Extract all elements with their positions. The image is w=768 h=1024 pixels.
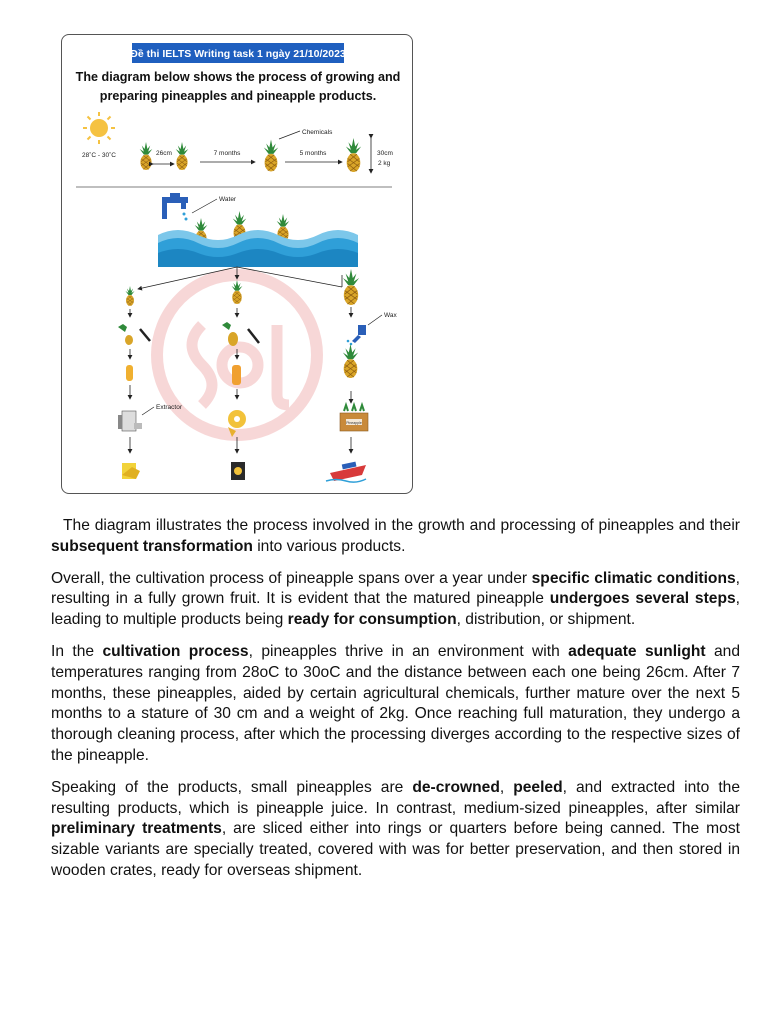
pineapple-icon	[264, 140, 278, 172]
pineapple-icon	[176, 142, 189, 170]
bold-phrase: undergoes several steps	[549, 590, 736, 608]
bold-phrase: peeled	[513, 778, 563, 796]
crate-label: Pineapple	[346, 421, 362, 425]
juice-icon	[122, 463, 140, 479]
text-run: , and extracted into the resulting products, which is pineapple juice. In contrast, medium-sized pineapples, after similar	[51, 778, 741, 817]
bold-phrase: adequate sunlight	[568, 642, 706, 660]
text-run: Speaking of the products, small pineapples are	[51, 778, 413, 796]
essay-paragraph-cultivation	[51, 642, 740, 767]
temperature-label: 28˚C - 30˚C	[82, 152, 116, 159]
text-run: Overall, the cultivation process of pineapple spans over a year under	[51, 569, 532, 587]
essay-paragraph-intro	[51, 516, 740, 558]
essay-text	[51, 516, 740, 893]
diagram-figure	[61, 34, 413, 494]
text-run: , pineapples thrive in an environment with	[248, 642, 569, 660]
wax-label: Wax	[384, 312, 397, 319]
height-label: 30cm	[377, 150, 393, 157]
text-run: The diagram illustrates the process involved in the growth and processing of pineapples and their	[63, 517, 740, 534]
water-tap-icon	[162, 193, 188, 221]
pineapple-icon	[346, 138, 361, 172]
wax-spray-icon	[347, 325, 366, 345]
weight-label: 2 kg	[378, 160, 391, 167]
text-run: and temperatures ranging from 28oC to 30oC and the distance between each one being 26cm. After 7 months, these pineapples, aided by certain agricultural chemicals, further mature over the next 5 months to a stature of 30 cm and a weight of 2kg. Once reaching full maturation, they undergo a thorough cleaning process, after which the processing diverges according to the respective sizes of the pineapple.	[51, 642, 740, 764]
pineapple-icon	[343, 344, 358, 378]
text-run: , distribution, or shipment.	[456, 611, 636, 629]
months-7-label: 7 months	[213, 150, 241, 157]
peeled-pineapple-icon	[126, 365, 133, 381]
bold-phrase: de-crowned	[412, 778, 500, 796]
pineapple-icon	[232, 280, 243, 304]
extractor-label: Extractor	[156, 404, 183, 411]
bold-phrase: preliminary treatments	[51, 820, 222, 838]
essay-paragraph-overview	[51, 569, 740, 631]
pineapple-process-diagram	[62, 35, 412, 493]
peeled-pineapple-icon	[232, 365, 241, 385]
extractor-icon	[118, 411, 142, 431]
text-run: , leading to multiple products being	[51, 590, 740, 629]
sun-icon	[83, 112, 115, 144]
text-run: , resulting in a fully grown fruit. It is evident that the matured pineapple	[51, 569, 740, 608]
text-run: ,	[499, 778, 514, 796]
diagram-title-line2: preparing pineapples and pineapple products.	[99, 89, 377, 103]
months-5-label: 5 months	[299, 150, 327, 157]
decrown-knife-icon	[118, 324, 150, 345]
pineapple-icon	[126, 286, 135, 306]
pineapple-icon	[343, 269, 359, 305]
text-run: In the	[51, 642, 103, 660]
canned-pineapple-icon	[231, 462, 245, 480]
bold-phrase: cultivation process	[102, 642, 249, 660]
water-label: Water	[219, 196, 237, 203]
essay-paragraph-products	[51, 778, 740, 882]
water-waves	[158, 230, 358, 267]
diagram-title-line1: The diagram below shows the process of growing and	[75, 70, 401, 84]
pineapple-icon	[140, 142, 153, 170]
bold-phrase: specific climatic conditions	[531, 569, 736, 587]
text-run: into various products.	[252, 537, 406, 555]
spacing-label: 26cm	[156, 150, 172, 157]
text-run: , are sliced either into rings or quarters before being canned. The most sizable variants are specially treated, covered with was for better preservation, and then stored in wooden crates, ready for overseas shipment.	[51, 820, 740, 879]
cargo-ship-icon	[326, 462, 366, 483]
bold-phrase: ready for consumption	[287, 611, 457, 629]
chemicals-label: Chemicals	[302, 129, 333, 136]
wooden-crate-icon	[340, 405, 368, 431]
title-badge-text: Đề thi IELTS Writing task 1 ngày 21/10/2023	[130, 48, 346, 60]
bold-phrase: subsequent transformation	[51, 537, 253, 555]
